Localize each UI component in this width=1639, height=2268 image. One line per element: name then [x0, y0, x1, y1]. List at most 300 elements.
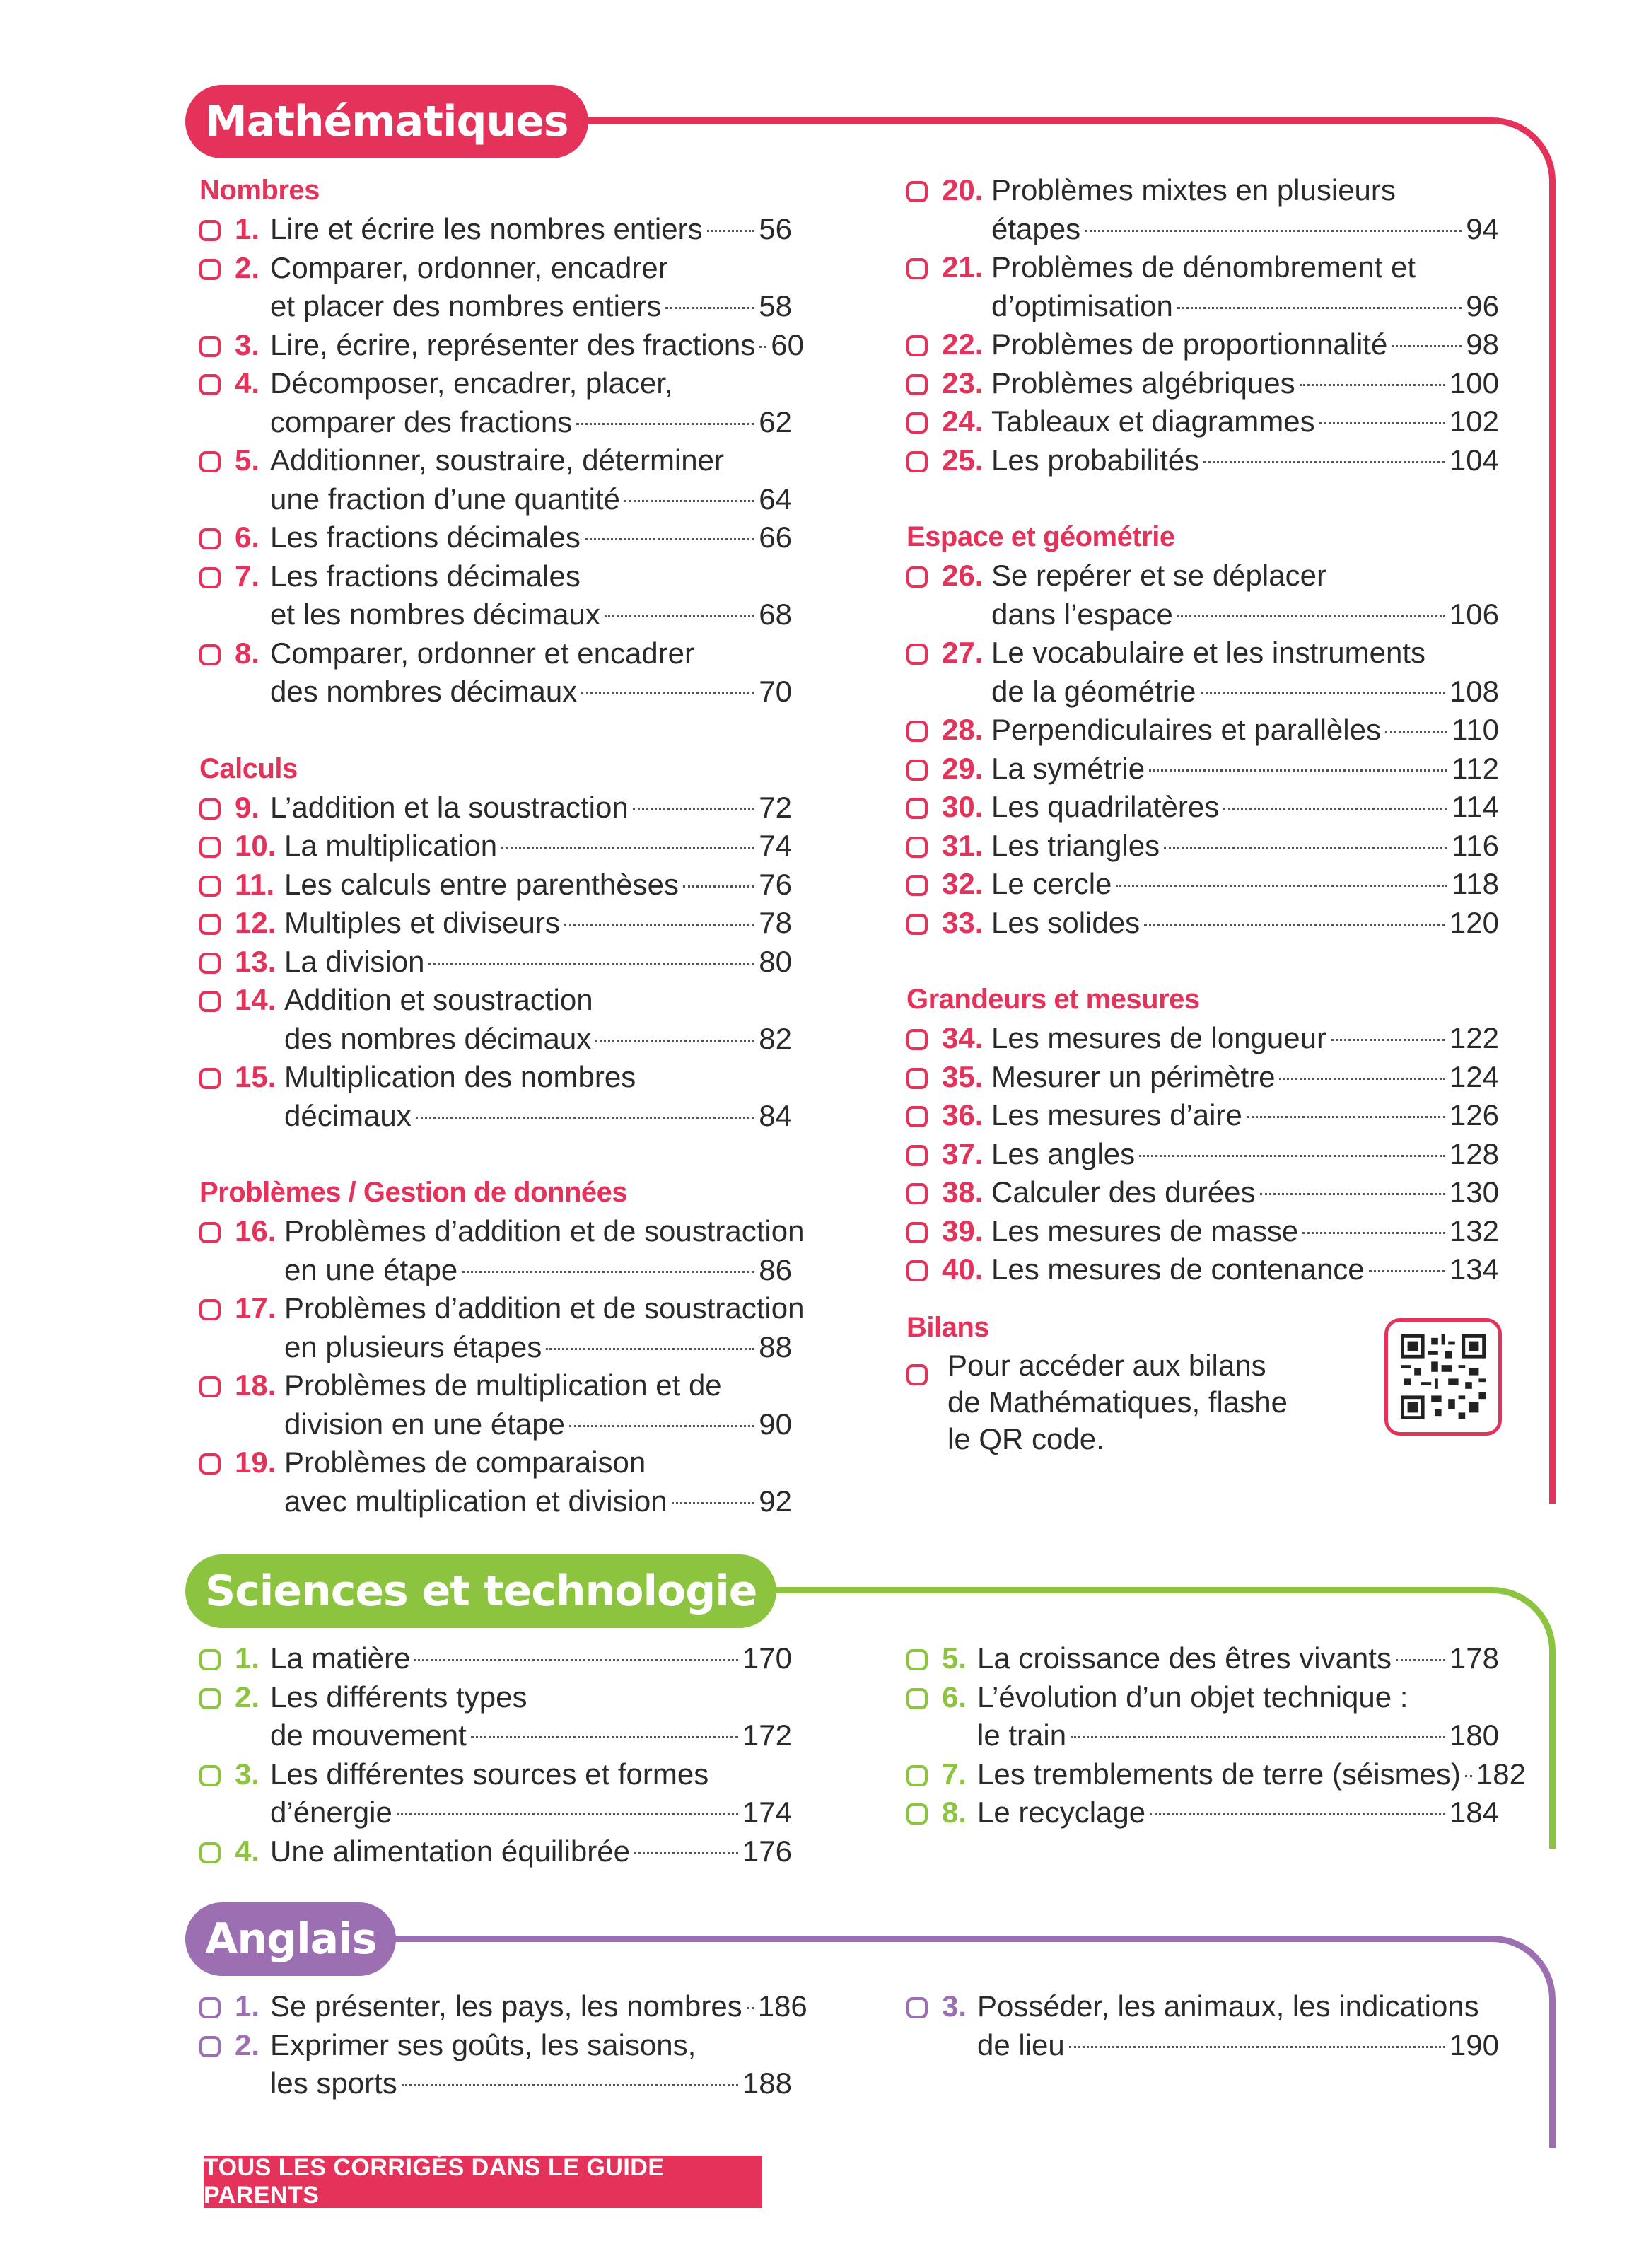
checkbox[interactable]: [199, 1649, 221, 1670]
footer-banner: TOUS LES CORRIGÉS DANS LE GUIDE PARENTS: [204, 2156, 762, 2208]
entry-line: [906, 441, 1499, 480]
page-number: 114: [1452, 790, 1499, 823]
checkbox[interactable]: [199, 336, 221, 357]
entry-number: 6.: [235, 521, 260, 554]
checkbox[interactable]: [906, 335, 928, 356]
entry-number: 22.: [942, 327, 984, 361]
math-left-column: [199, 171, 805, 1520]
entry-line: [906, 171, 1499, 210]
entry-number: 4.: [235, 1834, 260, 1868]
checkbox[interactable]: [906, 837, 928, 858]
entry-number: 39.: [942, 1214, 984, 1248]
entry-number: 14.: [235, 983, 276, 1016]
toc-entry[interactable]: [906, 1793, 1499, 1832]
checkbox[interactable]: [199, 837, 221, 858]
entry-line: [199, 2064, 792, 2103]
toc-entry[interactable]: [906, 557, 1499, 634]
checkbox[interactable]: [199, 374, 221, 395]
entry-line: [906, 788, 1499, 827]
page-number: 176: [742, 1834, 792, 1868]
entry-number: 9.: [235, 790, 260, 824]
toc-entry[interactable]: [906, 788, 1499, 827]
dot-leader: [501, 847, 754, 849]
dot-leader: [414, 1659, 737, 1661]
checkbox[interactable]: [199, 1068, 221, 1089]
category-heading: Espace et géométrie: [906, 521, 1175, 552]
checkbox[interactable]: [906, 1106, 928, 1127]
toc-entry[interactable]: [199, 557, 792, 634]
entry-line: [199, 1058, 792, 1097]
section-gap: [906, 479, 1499, 518]
page-number: 118: [1452, 867, 1499, 900]
entry-line: [199, 904, 792, 943]
page-number: 180: [1449, 1719, 1499, 1752]
toc-entry[interactable]: [906, 402, 1499, 441]
bilans-checkbox[interactable]: [906, 1364, 928, 1385]
entry-line: [906, 1173, 1499, 1212]
dot-leader: [1149, 769, 1447, 772]
checkbox[interactable]: [906, 1803, 928, 1825]
entry-text: Comparer, ordonner, encadrer: [270, 250, 668, 284]
toc-entry[interactable]: [906, 634, 1499, 711]
dot-leader: [633, 808, 755, 810]
checkbox[interactable]: [906, 1765, 928, 1786]
entry-line: [199, 1405, 792, 1444]
page-number: 56: [759, 212, 792, 245]
section-gap: [906, 942, 1499, 980]
checkbox[interactable]: [199, 1453, 221, 1475]
toc-entry[interactable]: [906, 1173, 1499, 1212]
toc-entry[interactable]: [906, 1212, 1499, 1251]
dot-leader: [471, 1736, 738, 1738]
checkbox[interactable]: [199, 528, 221, 549]
toc-entry[interactable]: [906, 364, 1499, 403]
page-number: 104: [1449, 443, 1499, 477]
toc-entry[interactable]: [199, 1366, 792, 1443]
checkbox[interactable]: [906, 914, 928, 935]
entry-number: 19.: [235, 1446, 276, 1479]
entry-text: Décomposer, encadrer, placer,: [270, 366, 673, 400]
page-number: 80: [759, 944, 792, 978]
qr-code-icon: [1401, 1334, 1486, 1419]
entry-text: Multiples et diviseurs: [284, 906, 560, 939]
toc-entry[interactable]: [906, 171, 1499, 248]
toc-entry[interactable]: [906, 1135, 1499, 1174]
checkbox[interactable]: [906, 566, 928, 588]
entry-text: décimaux: [284, 1098, 412, 1132]
entry-line: [199, 403, 792, 442]
page-number: 60: [771, 327, 805, 361]
entry-line: [199, 287, 792, 326]
page-number: 130: [1449, 1175, 1499, 1209]
dot-leader: [546, 1348, 754, 1350]
entry-line: [906, 1793, 1499, 1832]
page-number: 88: [759, 1330, 792, 1363]
toc-entry[interactable]: [906, 1639, 1499, 1678]
toc-entry[interactable]: [906, 1096, 1499, 1135]
entry-line: [199, 249, 792, 288]
category-heading: Calculs: [199, 752, 298, 784]
entry-line: [906, 827, 1499, 866]
toc-entry[interactable]: [199, 364, 792, 441]
checkbox[interactable]: [906, 1145, 928, 1166]
entry-line: [906, 1716, 1499, 1755]
entry-line: [199, 1832, 792, 1871]
entry-text: en plusieurs étapes: [284, 1330, 542, 1363]
toc-entry[interactable]: [199, 866, 792, 905]
entry-text: Le vocabulaire et les instruments: [991, 636, 1425, 669]
entry-line: [906, 595, 1499, 634]
toc-entry[interactable]: [199, 827, 792, 866]
entry-line: [199, 981, 792, 1020]
page-number: 106: [1449, 597, 1499, 631]
checkbox[interactable]: [199, 567, 221, 588]
entry-number: 8.: [942, 1796, 967, 1829]
toc-entry[interactable]: [906, 1058, 1499, 1097]
entry-text: comparer des fractions: [270, 405, 573, 438]
dot-leader: [1385, 731, 1447, 733]
dot-leader: [672, 1502, 755, 1504]
entry-text: La symétrie: [991, 751, 1145, 785]
dot-leader: [1260, 1193, 1445, 1195]
entry-line: [906, 1096, 1499, 1135]
checkbox[interactable]: [906, 412, 928, 434]
page-number: 96: [1466, 289, 1499, 322]
toc-entry[interactable]: [199, 210, 792, 249]
checkbox[interactable]: [906, 760, 928, 781]
entry-text: de la géométrie: [991, 674, 1196, 708]
toc-entry[interactable]: [199, 441, 792, 518]
entry-text: avec multiplication et division: [284, 1484, 667, 1518]
checkbox[interactable]: [906, 1222, 928, 1243]
bilans-line-3: le QR code.: [947, 1422, 1104, 1455]
entry-number: 2.: [235, 250, 260, 284]
toc-entry[interactable]: [906, 865, 1499, 904]
entry-line: [906, 557, 1499, 595]
page-number: 94: [1466, 211, 1499, 245]
checkbox[interactable]: [199, 1842, 221, 1863]
entry-text: Mesurer un périmètre: [991, 1059, 1276, 1093]
entry-line: [199, 634, 792, 673]
toc-entry[interactable]: [906, 1755, 1526, 1794]
toc-entry[interactable]: [199, 1755, 792, 1832]
entry-line: [906, 402, 1499, 441]
entry-number: 17.: [235, 1291, 276, 1325]
entry-text: La croissance des êtres vivants: [977, 1641, 1392, 1675]
entry-text: Lire et écrire les nombres entiers: [270, 212, 703, 245]
entry-text: des nombres décimaux: [270, 675, 578, 708]
checkbox[interactable]: [199, 953, 221, 974]
page-number: 82: [759, 1021, 792, 1055]
toc-entry[interactable]: [199, 1289, 805, 1366]
checkbox[interactable]: [199, 1997, 221, 2018]
section-gap: [199, 1135, 792, 1173]
entry-line: [199, 1716, 792, 1755]
toc-entry[interactable]: [906, 904, 1499, 943]
toc-entry[interactable]: [199, 249, 792, 326]
dot-leader: [1139, 1155, 1445, 1157]
dot-leader: [564, 924, 754, 926]
entry-line: [199, 441, 792, 480]
entry-text: division en une étape: [284, 1407, 565, 1441]
entry-number: 18.: [235, 1368, 276, 1402]
bilans-line-1: Pour accéder aux bilans: [947, 1349, 1266, 1382]
dot-leader: [1392, 345, 1462, 347]
entry-line: [199, 595, 792, 634]
page-number: 74: [759, 829, 792, 862]
dot-leader: [1302, 1232, 1445, 1234]
dot-leader: [1069, 2046, 1445, 2048]
checkbox[interactable]: [199, 259, 221, 280]
entry-line: [906, 1250, 1499, 1289]
toc-entry[interactable]: [199, 326, 805, 365]
entry-number: 1.: [235, 1641, 260, 1675]
entry-number: 5.: [235, 443, 260, 477]
entry-number: 32.: [942, 867, 984, 900]
entry-line: [906, 673, 1499, 711]
toc-entry[interactable]: [906, 1019, 1499, 1058]
entry-line: [199, 1482, 792, 1521]
dot-leader: [759, 346, 766, 348]
toc-entry[interactable]: [199, 518, 792, 557]
entry-number: 7.: [235, 559, 260, 593]
entry-number: 26.: [942, 559, 984, 592]
page-number: 72: [759, 790, 792, 824]
page-number: 102: [1449, 405, 1499, 438]
page-number: 66: [759, 521, 792, 554]
checkbox[interactable]: [906, 181, 928, 202]
dot-leader: [397, 1813, 738, 1815]
entry-line: [199, 1755, 792, 1794]
entry-line: [199, 2026, 792, 2065]
entry-number: 8.: [235, 636, 260, 670]
entry-text: Les calculs entre parenthèses: [284, 867, 679, 901]
page-number: 70: [759, 675, 792, 708]
dot-leader: [1071, 1736, 1445, 1738]
checkbox[interactable]: [906, 1183, 928, 1204]
page-number: 110: [1452, 713, 1499, 746]
dot-leader: [1465, 1775, 1472, 1777]
checkbox[interactable]: [199, 1376, 221, 1397]
checkbox[interactable]: [199, 644, 221, 665]
toc-entry[interactable]: [199, 1987, 807, 2026]
entry-number: 28.: [942, 713, 984, 746]
entry-number: 3.: [942, 1989, 967, 2023]
entry-number: 6.: [942, 1680, 967, 1714]
entry-line: [199, 1987, 807, 2026]
checkbox[interactable]: [199, 2036, 221, 2057]
toc-entry[interactable]: [906, 1678, 1499, 1755]
sciences-section-title: Sciences et technologie: [185, 1554, 776, 1628]
toc-entry[interactable]: [906, 1987, 1499, 2064]
entry-text: Problèmes algébriques: [991, 366, 1295, 400]
entry-number: 12.: [235, 906, 276, 939]
page-number: 170: [742, 1641, 792, 1675]
entry-number: 36.: [942, 1098, 984, 1132]
toc-entry[interactable]: [906, 750, 1499, 789]
entry-line: [199, 1793, 792, 1832]
entry-line: [906, 1755, 1526, 1794]
toc-entry[interactable]: [199, 981, 792, 1058]
entry-number: 35.: [942, 1059, 984, 1093]
entry-line: [199, 1443, 792, 1482]
checkbox[interactable]: [906, 798, 928, 819]
page-number: 134: [1449, 1252, 1499, 1286]
sciences-left-column: [199, 1639, 792, 1871]
entry-number: 3.: [235, 1757, 260, 1791]
toc-entry[interactable]: [199, 1443, 792, 1520]
entry-text: Les probabilités: [991, 443, 1200, 477]
entry-text: La multiplication: [284, 829, 498, 862]
entry-number: 34.: [942, 1021, 984, 1054]
checkbox[interactable]: [199, 220, 221, 241]
dot-leader: [585, 538, 754, 540]
entry-number: 40.: [942, 1252, 984, 1286]
toc-entry[interactable]: [199, 1832, 792, 1871]
checkbox[interactable]: [199, 798, 221, 820]
anglais-right-column: [906, 1987, 1499, 2064]
entry-text: Les triangles: [991, 828, 1160, 862]
dot-leader: [1369, 1270, 1445, 1272]
entry-line: [906, 287, 1499, 326]
entry-line: [199, 1212, 805, 1251]
entry-text: La matière: [270, 1641, 411, 1675]
page-number: 182: [1476, 1757, 1526, 1791]
toc-entry[interactable]: [906, 711, 1499, 750]
qr-code[interactable]: [1384, 1318, 1502, 1436]
toc-entry[interactable]: [906, 248, 1499, 325]
toc-entry[interactable]: [906, 441, 1499, 480]
entry-text: Lire, écrire, représenter des fractions: [270, 327, 756, 361]
dot-leader: [605, 615, 754, 617]
toc-entry[interactable]: [199, 1678, 792, 1755]
dot-leader: [581, 692, 754, 694]
entry-line: [199, 1289, 805, 1328]
checkbox[interactable]: [199, 451, 221, 472]
toc-entry[interactable]: [906, 827, 1499, 866]
dot-leader: [402, 2084, 738, 2086]
toc-entry[interactable]: [199, 789, 792, 827]
checkbox[interactable]: [906, 1688, 928, 1709]
entry-text: étapes: [991, 211, 1081, 245]
checkbox[interactable]: [199, 1688, 221, 1709]
entry-line: [906, 1212, 1499, 1251]
toc-entry[interactable]: [199, 2026, 792, 2103]
dot-leader: [1144, 924, 1445, 926]
toc-entry[interactable]: [906, 1250, 1499, 1289]
page-number: 190: [1449, 2028, 1499, 2061]
checkbox[interactable]: [199, 1222, 221, 1243]
entry-text: Les différents types: [270, 1680, 527, 1714]
entry-text: Les différentes sources et formes: [270, 1757, 709, 1791]
checkbox[interactable]: [199, 991, 221, 1012]
page-number: 62: [759, 405, 792, 438]
page-number: 178: [1449, 1641, 1499, 1675]
entry-line: [199, 326, 805, 365]
entry-number: 29.: [942, 751, 984, 785]
checkbox[interactable]: [906, 1029, 928, 1050]
entry-text: Se repérer et se déplacer: [991, 559, 1326, 592]
entry-line: [199, 1020, 792, 1059]
entry-number: 10.: [235, 829, 276, 862]
toc-entry[interactable]: [199, 1058, 792, 1135]
entry-number: 4.: [235, 366, 260, 400]
entry-line: [199, 518, 792, 557]
toc-entry[interactable]: [906, 325, 1499, 364]
checkbox[interactable]: [906, 1068, 928, 1089]
checkbox[interactable]: [906, 875, 928, 896]
entry-number: 21.: [942, 250, 984, 284]
dot-leader: [1331, 1039, 1445, 1041]
checkbox[interactable]: [199, 1765, 221, 1786]
toc-entry[interactable]: [199, 943, 792, 982]
entry-line: [199, 210, 792, 249]
toc-entry[interactable]: [199, 1212, 805, 1289]
entry-text: Problèmes de comparaison: [284, 1446, 646, 1479]
dot-leader: [1319, 422, 1445, 424]
checkbox[interactable]: [906, 1260, 928, 1281]
dot-leader: [569, 1425, 754, 1427]
entry-line: [906, 210, 1499, 249]
entry-line: [199, 673, 792, 711]
entry-number: 38.: [942, 1175, 984, 1209]
entry-line: [906, 2026, 1499, 2065]
entry-number: 5.: [942, 1641, 967, 1675]
dot-leader: [624, 500, 754, 502]
entry-number: 31.: [942, 828, 984, 862]
checkbox[interactable]: [199, 914, 221, 935]
checkbox[interactable]: [906, 374, 928, 395]
entry-number: 13.: [235, 944, 276, 978]
page-number: 90: [759, 1407, 792, 1441]
entry-number: 3.: [235, 327, 260, 361]
dot-leader: [1247, 1116, 1445, 1118]
checkbox[interactable]: [906, 721, 928, 742]
entry-text: Les quadrilatères: [991, 790, 1220, 823]
entry-line: [906, 634, 1499, 673]
page-number: 186: [757, 1989, 807, 2023]
entry-text: Problèmes de proportionnalité: [991, 327, 1388, 361]
entry-text: de mouvement: [270, 1719, 467, 1752]
entry-text: Comparer, ordonner et encadrer: [270, 636, 694, 670]
toc-entry[interactable]: [199, 904, 792, 943]
checkbox[interactable]: [906, 1997, 928, 2018]
entry-text: des nombres décimaux: [284, 1021, 592, 1055]
entry-text: Le cercle: [991, 867, 1112, 900]
checkbox[interactable]: [199, 1299, 221, 1320]
dot-leader: [462, 1271, 754, 1273]
checkbox[interactable]: [906, 258, 928, 279]
entry-number: 16.: [235, 1214, 276, 1248]
toc-entry[interactable]: [199, 1639, 792, 1678]
checkbox[interactable]: [906, 644, 928, 665]
entry-text: Les fractions décimales: [270, 559, 581, 593]
entry-number: 7.: [942, 1757, 967, 1791]
checkbox[interactable]: [199, 876, 221, 897]
checkbox[interactable]: [906, 451, 928, 472]
dot-leader: [1203, 461, 1445, 463]
checkbox[interactable]: [906, 1649, 928, 1670]
page-number: 172: [742, 1719, 792, 1752]
entry-line: [199, 943, 792, 982]
dot-leader: [707, 230, 755, 232]
dot-leader: [1085, 230, 1462, 232]
page-number: 64: [759, 482, 792, 516]
entry-line: [906, 711, 1499, 750]
entry-number: 1.: [235, 212, 260, 245]
dot-leader: [1116, 885, 1447, 887]
toc-entry[interactable]: [199, 634, 792, 711]
